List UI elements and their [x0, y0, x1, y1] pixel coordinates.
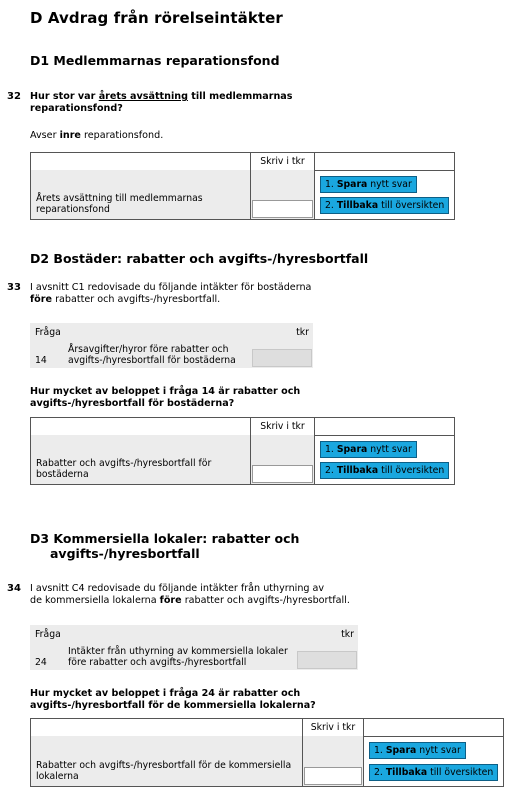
question-32-note: [30, 130, 163, 142]
subquestion-line2: avgifts-/hyresbortfall för de kommersiella lokalerna?: [30, 700, 316, 711]
amount-input-33[interactable]: [252, 465, 313, 483]
row-label-cell: [31, 170, 251, 219]
row-label-line1: Rabatter och avgifts-/hyresbortfall för: [36, 458, 212, 469]
question-number-33: 33: [7, 282, 21, 293]
back-button-bold: Tillbaka: [385, 767, 428, 778]
row-label: [36, 458, 211, 480]
info-row-text: [68, 646, 288, 668]
question-32-line2: reparationsfond?: [30, 103, 123, 114]
back-button-number: 2.: [325, 200, 337, 211]
input-cell: [251, 170, 315, 219]
amount-input-32[interactable]: [252, 200, 313, 218]
info-row-number: 14: [35, 355, 47, 366]
label-column-header: [31, 418, 251, 435]
input-cell: [251, 435, 315, 484]
save-button-number: 1.: [374, 745, 386, 756]
page-title: D Avdrag från rörelseintäkter: [30, 9, 283, 27]
info-row-text-line2: före rabatter och avgifts-/hyresbortfall: [68, 657, 247, 668]
save-button-number: 1.: [325, 179, 337, 190]
column-header-skriv-i-tkr: Skriv i tkr: [303, 719, 364, 736]
label-column-header: [31, 153, 251, 170]
section-heading-d3-line2: avgifts-/hyresbortfall: [50, 546, 200, 561]
info-col-tkr: tkr: [341, 629, 354, 640]
section-heading-d1: D1 Medlemmarnas reparationsfond: [30, 53, 280, 68]
back-to-overview-button[interactable]: [320, 197, 449, 214]
back-button-rest: till översikten: [378, 465, 445, 476]
save-button-rest: nytt svar: [367, 444, 412, 455]
save-button-bold: Spara: [385, 745, 417, 756]
save-button[interactable]: [320, 441, 417, 458]
note-bold: inre: [59, 130, 81, 141]
info-col-tkr: tkr: [296, 327, 309, 338]
answer-table-33: [30, 417, 455, 485]
back-to-overview-button[interactable]: [320, 462, 449, 479]
question-34-line1: I avsnitt C4 redovisade du följande intäkter från uthyrning av: [30, 583, 325, 594]
row-label: [36, 760, 291, 782]
question-32-text: [30, 91, 330, 115]
info-col-fraga: Fråga: [35, 327, 61, 338]
subquestion-line1: Hur mycket av beloppet i fråga 24 är rabatter och: [30, 688, 301, 699]
question-33-text: [30, 282, 360, 306]
row-label-line1: Rabatter och avgifts-/hyresbortfall för de kommersiella: [36, 760, 292, 771]
info-box-fraga-14: [30, 323, 313, 368]
subquestion-line1: Hur mycket av beloppet i fråga 14 är rabatter och: [30, 386, 301, 397]
info-row-text-line1: Intäkter från uthyrning av kommersiella lokaler: [68, 646, 288, 657]
question-33-subquestion: [30, 386, 360, 410]
back-button-rest: till översikten: [378, 200, 445, 211]
question-34-text: [30, 583, 390, 607]
answer-table-32: [30, 152, 455, 220]
save-button-bold: Spara: [336, 179, 368, 190]
column-header-skriv-i-tkr: Skriv i tkr: [251, 418, 315, 435]
save-button[interactable]: [320, 176, 417, 193]
back-button-number: 2.: [325, 465, 337, 476]
amount-input-34[interactable]: [304, 767, 362, 785]
row-label-line2: reparationsfond: [36, 204, 110, 215]
save-button-bold: Spara: [336, 444, 368, 455]
save-button-number: 1.: [325, 444, 337, 455]
question-33-bold: före: [30, 294, 53, 305]
question-number-34: 34: [7, 583, 21, 594]
question-34-line2-rest: rabatter och avgifts-/hyresbortfall.: [181, 595, 350, 606]
question-33-line1: I avsnitt C1 redovisade du följande intäkter för bostäderna: [30, 282, 312, 293]
back-button-bold: Tillbaka: [336, 200, 379, 211]
subquestion-line2: avgifts-/hyresbortfall för bostäderna?: [30, 398, 235, 409]
question-34-line2-pre: de kommersiella lokalerna: [30, 595, 160, 606]
question-34-subquestion: [30, 688, 390, 712]
row-label-line1: Årets avsättning till medlemmarnas: [36, 193, 203, 204]
save-button-rest: nytt svar: [416, 745, 461, 756]
section-heading-d3-line1: D3 Kommersiella lokaler: rabatter och: [30, 531, 300, 546]
section-heading-d2: D2 Bostäder: rabatter och avgifts-/hyresbortfall: [30, 251, 369, 266]
save-button-rest: nytt svar: [367, 179, 412, 190]
label-column-header: [31, 719, 303, 736]
input-cell: [303, 736, 364, 786]
answer-table-34: [30, 718, 504, 787]
question-33-line2: rabatter och avgifts-/hyresbortfall.: [52, 294, 221, 305]
row-label-cell: [31, 736, 303, 786]
question-number-32: 32: [7, 91, 21, 102]
note-post: reparationsfond.: [80, 130, 164, 141]
question-32-post: till medlemmarnas: [187, 91, 293, 102]
row-label-line2: bostäderna: [36, 469, 89, 480]
section-heading-d3: [30, 531, 299, 561]
info-row-text-line2: avgifts-/hyresbortfall för bostäderna: [68, 355, 236, 366]
question-32-pre: Hur stor var: [30, 91, 99, 102]
info-row-text: [68, 344, 236, 366]
info-tkr-value: [297, 651, 357, 669]
back-button-bold: Tillbaka: [336, 465, 379, 476]
info-col-fraga: Fråga: [35, 629, 61, 640]
back-to-overview-button[interactable]: [369, 764, 498, 781]
column-header-skriv-i-tkr: Skriv i tkr: [251, 153, 315, 170]
row-label: [36, 193, 203, 215]
info-box-fraga-24: [30, 625, 358, 670]
question-32-underlined: årets avsättning: [98, 91, 188, 102]
note-pre: Avser: [30, 130, 60, 141]
row-label-cell: [31, 435, 251, 484]
back-button-rest: till översikten: [427, 767, 494, 778]
info-row-text-line1: Årsavgifter/hyror före rabatter och: [68, 344, 229, 355]
info-tkr-value: [252, 349, 312, 367]
info-row-number: 24: [35, 657, 47, 668]
back-button-number: 2.: [374, 767, 386, 778]
question-34-bold: före: [159, 595, 182, 606]
row-label-line2: lokalerna: [36, 771, 79, 782]
save-button[interactable]: [369, 742, 466, 759]
